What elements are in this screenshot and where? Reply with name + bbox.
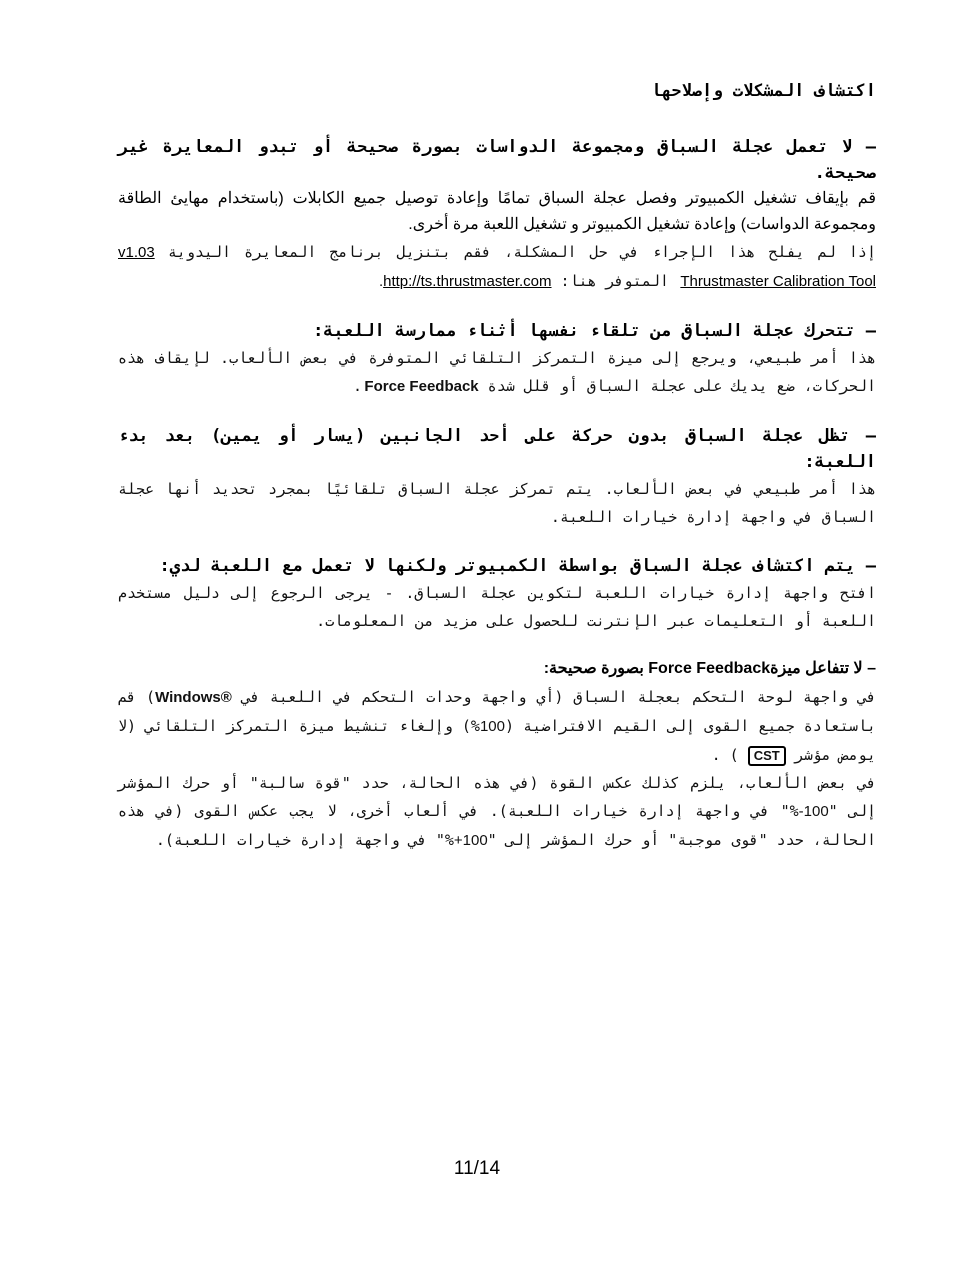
faq-question [118, 657, 876, 681]
reset-text-end: ) . [711, 746, 739, 764]
force-feedback-term: Force Feedback [364, 378, 479, 395]
value-100: 100 [479, 718, 505, 735]
download-text: إذا لم يفلح هذا الإجراء في حل المشكلة، فقم بتنزيل برنامج المعايرة اليدوية [167, 243, 876, 261]
faq-question: – يتم اكتشاف عجلة السباق بواسطة الكمبيوتر ولكنها لا تعمل مع اللعبة لدي: [159, 556, 876, 576]
faq-question: – تظل عجلة السباق بدون حركة على أحد الجانبين (يسار أو يمين) بعد بدء اللعبة: [118, 426, 876, 472]
force-feedback-term: Force Feedback [648, 660, 771, 677]
faq-answer-invert [118, 769, 876, 855]
invert-text-1: في بعض الألعاب، يلزم كذلك عكس القوة (في هذه الحالة، حدد "قوة سالبة" أو حرك المؤشر إلى " [118, 774, 876, 820]
answer-end: . [352, 377, 365, 395]
tool-name-link[interactable]: Thrustmaster Calibration Tool [680, 273, 876, 290]
invert-text-3: %" في واجهة إدارة خيارات اللعبة). [155, 831, 454, 849]
reset-text-2: ) قم باستعادة جميع القوى إلى القيم الافتراضية ( [118, 688, 876, 735]
faq-force-feedback [118, 657, 876, 855]
faq-answer [118, 344, 876, 401]
faq-calibration [118, 134, 876, 296]
version-link[interactable]: v1.03 [118, 244, 155, 261]
page-title: اكتشاف المشكلات وإصلاحها [650, 81, 876, 101]
reset-text-3: %) وإلغاء تنشيط ميزة التمركز التلقائي (لا يومض مؤشر [118, 717, 876, 764]
page-number: 11/14 [453, 1158, 501, 1179]
question-suffix: بصورة صحيحة: [543, 660, 644, 677]
faq-answer-download [118, 238, 876, 296]
faq-answer: افتح واجهة إدارة خيارات اللعبة لتكوين عجلة السباق. - يرجى الرجوع إلى دليل مستخدم اللعبة أو التعليمات عبر الإنترنت للحصول على مزيد من المعلومات. [118, 584, 876, 630]
faq-question: – لا تعمل عجلة السباق ومجموعة الدواسات بصورة صحيحة أو تبدو المعايرة غير صحيحة. [118, 137, 876, 183]
value-minus-100: -100 [798, 803, 829, 820]
download-available: المتوفر هنا: [560, 272, 669, 290]
cst-led-icon: CST [748, 746, 786, 766]
windows-term: Windows® [155, 689, 232, 706]
faq-answer: هذا أمر طبيعي في بعض الألعاب. يتم تمركز عجلة السباق تلقائيًا بمجرد تحديد أنها عجلة السباق في واجهة إدارة خيارات اللعبة. [118, 480, 876, 526]
manual-page [118, 78, 876, 877]
support-url-link[interactable]: http://ts.thrustmaster.com [383, 273, 552, 290]
faq-answer-reset [118, 683, 876, 769]
faq-answer: قم بإيقاف تشغيل الكمبيوتر وفصل عجلة السباق تمامًا وإعادة توصيل جميع الكابلات (باستخدام مهايئ الطاقة ومجموعة الدواسات) وإعادة تشغيل الكمبيوتر و تشغيل اللعبة مرة أخرى. [118, 190, 876, 233]
answer-text: هذا أمر طبيعي، ويرجع إلى ميزة التمركز التلقائي المتوفرة في بعض الألعاب. لإيقاف هذه الحركات، ضع يديك على عجلة السباق أو قلل شدة [118, 349, 876, 395]
url-period: . [378, 273, 384, 290]
faq-wheel-stuck [118, 423, 876, 531]
question-prefix: – لا تتفاعل ميزة [770, 660, 876, 677]
faq-wheel-moves [118, 318, 876, 401]
value-plus-100: +100 [453, 832, 488, 849]
reset-text-1: في واجهة لوحة التحكم بعجلة السباق (أي واجهة وحدات التحكم في اللعبة في [241, 688, 877, 706]
invert-text-2: %" في واجهة إدارة خيارات اللعبة). في ألعاب أخرى، لا يجب عكس القوى (في هذه الحالة، حدد "قوى موجبة" أو حرك المؤشر إلى " [118, 802, 876, 849]
faq-question: – تتحرك عجلة السباق من تلقاء نفسها أثناء ممارسة اللعبة: [313, 321, 876, 341]
faq-not-working-in-game [118, 553, 876, 635]
